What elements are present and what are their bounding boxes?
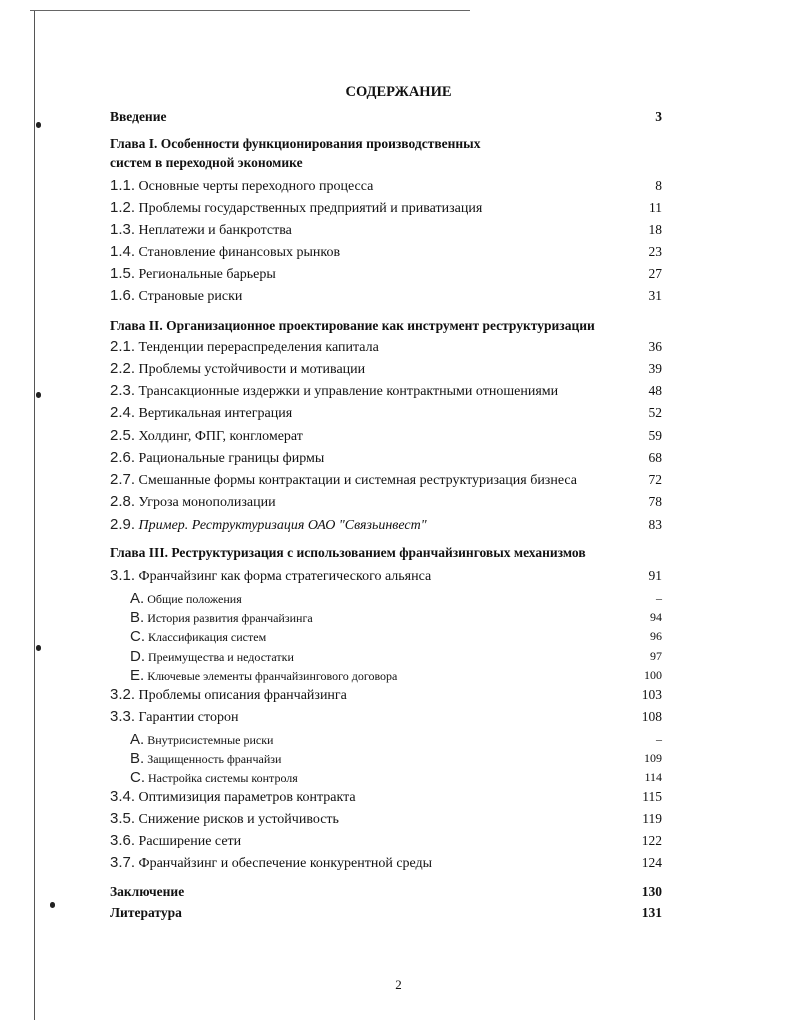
toc-entry-text: Глава III. Реструктуризация с использованием франчайзинговых механизмов: [110, 545, 586, 560]
toc-entry-number: 1.3.: [110, 221, 136, 238]
toc-entry-number: 3.4.: [110, 788, 136, 805]
toc-entry: [110, 903, 662, 923]
toc-entry-label: [110, 265, 276, 283]
toc-entry-page: 119: [642, 811, 662, 826]
toc-entry-text: Смешанные формы контрактации и системная реструктуризация бизнеса: [138, 473, 577, 488]
toc-entry-number: 1.5.: [110, 265, 136, 282]
toc-entry-page: 103: [641, 687, 662, 702]
toc-entry-label: [110, 109, 166, 125]
toc-entry-page: 94: [650, 609, 662, 624]
toc-entry-page: 124: [641, 855, 662, 870]
toc-entry-number: 3.2.: [110, 686, 136, 703]
toc-entry-label: [110, 136, 480, 152]
toc-entry-text: Основные черты переходного процесса: [138, 179, 374, 194]
toc-entry-page: 11: [649, 200, 662, 215]
toc-entry-label: [110, 905, 182, 921]
toc-entry-number: 1.2.: [110, 199, 136, 216]
toc-entry-text: Холдинг, ФПГ, конгломерат: [138, 429, 303, 444]
toc-entry: [110, 470, 662, 490]
toc-entry-page: –: [656, 590, 662, 605]
toc-entry-label: [130, 769, 298, 786]
toc-entry-label: [110, 708, 238, 726]
toc-entry-label: [110, 177, 373, 195]
toc-entry-page: 36: [648, 339, 662, 354]
toc-entry-text: Франчайзинг и обеспечение конкурентной среды: [138, 856, 433, 871]
toc-entry: [130, 626, 662, 646]
toc-entry-text: систем в переходной экономике: [110, 155, 303, 170]
toc-entry-text: Настройка системы контроля: [148, 770, 298, 785]
toc-entry-number: 2.2.: [110, 360, 136, 377]
toc-entry-text: Вертикальная интеграция: [138, 406, 293, 421]
toc-entry: [110, 448, 662, 468]
toc-entry: [110, 286, 662, 306]
toc-entry-text: Угроза монополизации: [138, 495, 276, 510]
toc-entry-text: Проблемы устойчивости и мотивации: [138, 362, 366, 377]
toc-entry: [130, 588, 662, 608]
toc-entry-text: Пример. Реструктуризация ОАО "Связьинвест": [138, 518, 427, 533]
toc-entry-label: [130, 628, 266, 645]
toc-entry-text: Гарантии сторон: [138, 710, 239, 725]
toc-entry-text: Региональные барьеры: [138, 267, 276, 282]
toc-entry: [110, 198, 662, 218]
toc-entry: [110, 264, 662, 284]
scan-top-edge: [30, 10, 470, 11]
toc-entry-label: [110, 338, 379, 356]
toc-entry-number: B.: [130, 749, 145, 767]
toc-entry-label: [130, 667, 397, 684]
toc-entry-text: Тенденции перераспределения капитала: [138, 340, 379, 355]
toc-entry-label: [110, 686, 347, 704]
toc-title: СОДЕРЖАНИЕ: [345, 84, 452, 100]
binding-hole-mark: [36, 392, 41, 398]
toc-entry: [110, 853, 662, 873]
toc-entry-label: [110, 404, 292, 422]
toc-entry-number: A.: [130, 589, 145, 607]
toc-entry-label: [110, 427, 303, 445]
toc-entry: [110, 134, 662, 154]
toc-entry-page: 72: [648, 472, 662, 487]
toc-entry-number: 2.8.: [110, 493, 136, 510]
toc-entry-label: [110, 567, 431, 585]
toc-entry-number: C.: [130, 768, 145, 786]
toc-entry-text: Литература: [110, 905, 182, 920]
toc-entry-number: A.: [130, 730, 145, 748]
toc-entry-number: 3.6.: [110, 832, 136, 849]
toc-entry-text: Снижение рисков и устойчивость: [138, 812, 339, 827]
toc-entry-number: E.: [130, 666, 145, 684]
toc-entry-label: [110, 493, 276, 511]
toc-entry-text: Защищенность франчайзи: [147, 751, 282, 766]
toc-entry-page: 23: [648, 244, 662, 259]
toc-entry-label: [110, 360, 365, 378]
toc-entry-text: Введение: [110, 109, 167, 124]
toc-entry-label: [130, 590, 242, 607]
toc-entry-page: 83: [648, 517, 662, 532]
toc-entry-page: 115: [642, 789, 662, 804]
toc-entry: [130, 748, 662, 768]
toc-entry-label: [130, 609, 313, 626]
toc-entry-page: 18: [648, 222, 662, 237]
toc-entry-label: [110, 471, 577, 489]
toc-entry-label: [110, 382, 558, 400]
toc-entry-label: [110, 449, 324, 467]
toc-entry-number: 3.7.: [110, 854, 136, 871]
toc-entry-page: 31: [648, 288, 662, 303]
toc-entry-text: Проблемы государственных предприятий и приватизация: [138, 201, 483, 216]
toc-entry-number: 2.1.: [110, 338, 136, 355]
toc-entry-number: 2.7.: [110, 471, 136, 488]
toc-entry-text: Рациональные границы фирмы: [138, 451, 325, 466]
toc-entry-page: 3: [655, 109, 662, 124]
toc-entry: [110, 337, 662, 357]
toc-entry-text: Страновые риски: [138, 289, 243, 304]
toc-entry-page: 108: [641, 709, 662, 724]
toc-entry-label: [110, 221, 292, 239]
toc-entry: [110, 220, 662, 240]
toc-entry-label: [110, 318, 595, 334]
toc-entry-label: [110, 854, 432, 872]
toc-entry-number: 2.5.: [110, 427, 136, 444]
toc-entry-page: 48: [648, 383, 662, 398]
toc-entry: [110, 707, 662, 727]
toc-entry-page: –: [656, 731, 662, 746]
toc-entry-number: 1.6.: [110, 287, 136, 304]
toc-entry-page: 8: [655, 178, 662, 193]
toc-entry-text: Франчайзинг как форма стратегического альянса: [138, 569, 432, 584]
toc-entry-text: Ключевые элементы франчайзингового договора: [147, 668, 398, 683]
toc-entry-page: 131: [641, 905, 662, 920]
toc-entry-page: 68: [648, 450, 662, 465]
toc-entry-number: 2.9.: [110, 516, 136, 533]
toc-entry-label: [110, 155, 303, 171]
binding-hole-mark: [36, 122, 41, 128]
toc-entry-label: [110, 832, 241, 850]
toc-entry-text: Глава I. Особенности функционирования производственных: [110, 136, 481, 151]
toc-entry-page: 39: [648, 361, 662, 376]
toc-entry: [110, 242, 662, 262]
toc-entry-page: 122: [641, 833, 662, 848]
toc-entry-number: 2.4.: [110, 404, 136, 421]
toc-entry-text: Становление финансовых рынков: [138, 245, 341, 260]
toc-entry-number: 1.1.: [110, 177, 136, 194]
scan-left-edge: [34, 10, 35, 1020]
toc-entry: [110, 492, 662, 512]
toc-entry-label: [130, 731, 273, 748]
toc-entry-number: 3.3.: [110, 708, 136, 725]
toc-entry: [130, 767, 662, 787]
toc-entry: [110, 685, 662, 705]
toc-entry-label: [110, 516, 427, 534]
binding-hole-mark: [50, 902, 55, 908]
toc-entry-text: Заключение: [110, 884, 185, 899]
toc-entry: [110, 787, 662, 807]
toc-entry-label: [110, 788, 356, 806]
toc-entry: [110, 543, 662, 563]
toc-entry-text: Проблемы описания франчайзинга: [138, 688, 347, 703]
toc-entry-page: 52: [648, 405, 662, 420]
toc-entry-number: B.: [130, 608, 145, 626]
toc-entry: [130, 665, 662, 685]
toc-entry-number: D.: [130, 647, 145, 665]
toc-entry-label: [110, 199, 482, 217]
toc-entry-text: Оптимизиция параметров контракта: [138, 790, 356, 805]
toc-entry-number: 2.3.: [110, 382, 136, 399]
toc-entry-text: Трансакционные издержки и управление контрактными отношениями: [138, 384, 559, 399]
toc-entry: [110, 403, 662, 423]
toc-entry: [110, 359, 662, 379]
toc-entry: [110, 882, 662, 902]
toc-entry: [110, 176, 662, 196]
toc-entry-page: 78: [648, 494, 662, 509]
binding-hole-mark: [36, 645, 41, 651]
toc-entry-text: Общие положения: [147, 591, 242, 606]
toc-entry-page: 109: [644, 750, 662, 765]
toc-entry-label: [110, 810, 339, 828]
toc-entry: [110, 107, 662, 127]
toc-entry-label: [130, 750, 281, 767]
toc-entry-number: 3.5.: [110, 810, 136, 827]
toc-entry: [110, 566, 662, 586]
toc-entry-page: 97: [650, 648, 662, 663]
toc-entry-text: История развития франчайзинга: [147, 610, 313, 625]
toc-entry-label: [110, 545, 586, 561]
toc-entry: [110, 153, 662, 173]
toc-entry-page: 27: [648, 266, 662, 281]
toc-entry-label: [110, 243, 340, 261]
toc-entry-page: 59: [648, 428, 662, 443]
toc-entry-text: Преимущества и недостатки: [148, 649, 294, 664]
toc-entry-page: 100: [644, 667, 662, 682]
toc-entry-label: [110, 884, 184, 900]
toc-entry: [110, 316, 662, 336]
toc-entry-page: 114: [644, 769, 662, 784]
toc-entry: [110, 426, 662, 446]
toc-entry-page: 96: [650, 628, 662, 643]
toc-entry-label: [130, 648, 294, 665]
toc-entry-text: Неплатежи и банкротства: [138, 223, 292, 238]
toc-entry-label: [110, 287, 242, 305]
toc-entry-text: Глава II. Организационное проектирование как инструмент реструктуризации: [110, 318, 595, 333]
toc-entry-number: C.: [130, 627, 145, 645]
toc-entry: [110, 381, 662, 401]
toc-entry-text: Классификация систем: [148, 629, 267, 644]
toc-entry: [130, 729, 662, 749]
toc-entry: [130, 607, 662, 627]
toc-entry: [110, 831, 662, 851]
toc-entry-text: Внутрисистемные риски: [147, 732, 274, 747]
toc-entry: [110, 809, 662, 829]
page-number: 2: [395, 977, 402, 992]
toc-entry: [130, 646, 662, 666]
toc-entry-number: 3.1.: [110, 567, 136, 584]
toc-entry-page: 91: [648, 568, 662, 583]
toc-entry: [110, 515, 662, 535]
toc-entry-number: 2.6.: [110, 449, 136, 466]
toc-entry-number: 1.4.: [110, 243, 136, 260]
toc-entry-text: Расширение сети: [138, 834, 242, 849]
toc-entry-page: 130: [641, 884, 662, 899]
